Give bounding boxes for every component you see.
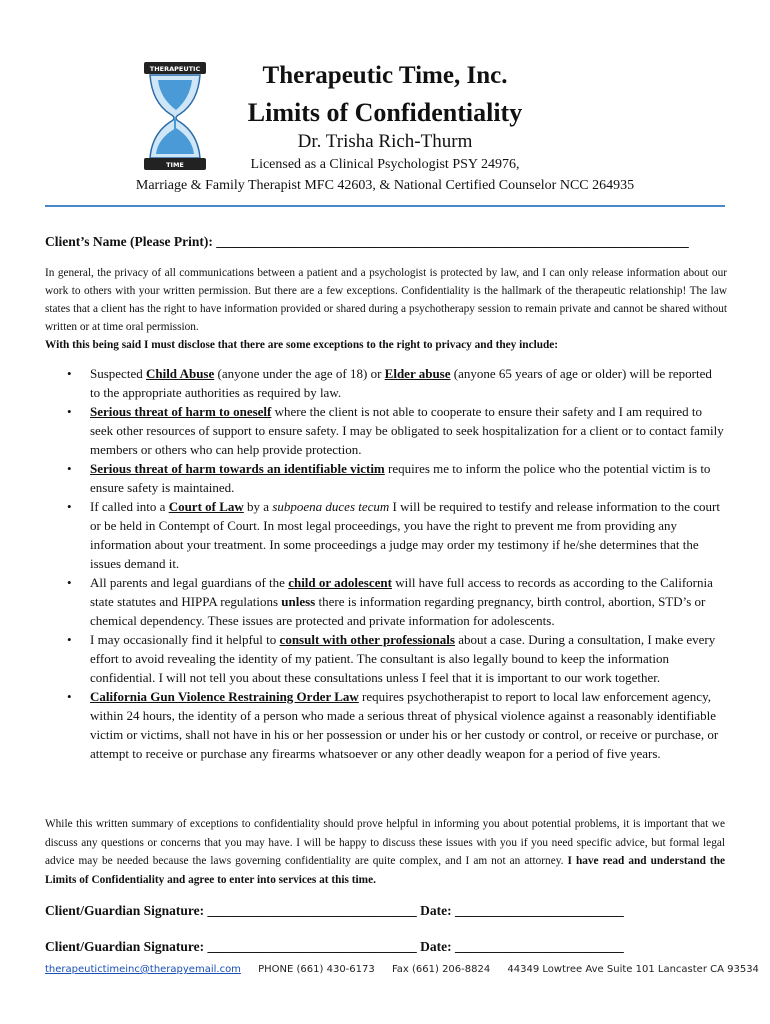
exceptions-list bbox=[45, 364, 725, 763]
closing-section bbox=[45, 815, 725, 889]
signature-label: Client/Guardian Signature: bbox=[45, 903, 205, 918]
keyword-court-of-law: Court of Law bbox=[168, 499, 244, 514]
license-line-1: Licensed as a Clinical Psychologist PSY 24976, bbox=[250, 157, 520, 172]
keyword-harm-to-oneself: Serious threat of harm to oneself bbox=[90, 404, 272, 419]
date-label: Date: bbox=[420, 939, 452, 954]
keyword-gun-violence-law: California Gun Violence Restraining Order Law bbox=[90, 689, 359, 704]
signature-blank[interactable]: _______________________________ bbox=[207, 903, 417, 918]
signature-blank[interactable]: _______________________________ bbox=[207, 939, 417, 954]
fax-number: Fax (661) 206-8824 bbox=[391, 964, 491, 975]
intro-paragraph: In general, the privacy of all communications between a patient and a psychologist is protected by law, and I can only release information about our work to others with your written permission. But there are a few exceptions. Confidentiality is the hallmark of the therapeutic relationship! The law states that a client has the right to have information provided or shared during a psychotherapy session to remain private and cannot be shared without written or at time oral permission. bbox=[45, 267, 727, 333]
client-name-blank[interactable]: ______________________________________________________________________ bbox=[216, 234, 689, 249]
subpoena-term: subpoena duces tecum bbox=[272, 499, 390, 514]
keyword-child-adolescent: child or adolescent bbox=[288, 575, 392, 590]
signature-line-2[interactable] bbox=[45, 939, 624, 955]
client-name-field[interactable] bbox=[45, 234, 689, 250]
keyword-unless: unless bbox=[281, 594, 316, 609]
signature-line-1[interactable] bbox=[45, 903, 624, 919]
office-address: 44349 Lowtree Ave Suite 101 Lancaster CA 93534 bbox=[507, 964, 759, 975]
header-divider bbox=[45, 205, 725, 207]
signature-label: Client/Guardian Signature: bbox=[45, 939, 205, 954]
date-blank[interactable]: _________________________ bbox=[455, 939, 624, 954]
list-item: • I may occasionally find it helpful to consult with other professionals about a case. During a consultation, I make every effort to avoid revealing the identity of my patient. The consultant is also legally bound to keep the information confidential. I will not tell you about these consultations unless I feel that it is important to our work together. bbox=[45, 630, 725, 687]
date-blank[interactable]: _________________________ bbox=[455, 903, 624, 918]
company-name: Therapeutic Time, Inc. bbox=[262, 62, 508, 89]
date-label: Date: bbox=[420, 903, 452, 918]
keyword-consult-professionals: consult with other professionals bbox=[279, 632, 455, 647]
logo-bottom-text: TIME bbox=[166, 161, 184, 169]
closing-acknowledgment: I have read and understand the Limits of Confidentiality and agree to enter into services at this time. bbox=[45, 855, 725, 886]
intro-bold-line: With this being said I must disclose that there are some exceptions to the right to privacy and they include: bbox=[45, 339, 559, 351]
doctor-name: Dr. Trisha Rich-Thurm bbox=[297, 131, 473, 152]
intro-section bbox=[45, 264, 727, 354]
list-item: • Serious threat of harm towards an identifiable victim requires me to inform the police who the potential victim is to ensure safety is maintained. bbox=[45, 459, 725, 497]
client-name-label: Client’s Name (Please Print): bbox=[45, 234, 213, 249]
email-link[interactable]: therapeutictimeinc@therapyemail.com bbox=[45, 964, 241, 975]
footer bbox=[45, 964, 759, 975]
document-title: Limits of Confidentiality bbox=[247, 98, 523, 127]
keyword-child-abuse: Child Abuse bbox=[145, 366, 215, 381]
list-item: • If called into a Court of Law by a subpoena duces tecum I will be required to testify and release information to the court or be held in Contempt of Court. In most legal proceedings, you have the right to prevent me from providing any information about your treatment. In some proceedings a judge may order my testimony if he/she determines that the issues demand it. bbox=[45, 497, 725, 573]
logo-top-text: THERAPEUTIC bbox=[149, 65, 201, 73]
keyword-harm-to-victim: Serious threat of harm towards an identifiable victim bbox=[90, 461, 385, 476]
closing-paragraph: While this written summary of exceptions to confidentiality should prove helpful in informing you about potential problems, it is important that we discuss any questions or concerns that you may have. I will be happy to discuss these issues with you if you need specific advice, but formal legal advice may be needed because the laws governing confidentiality are quite complex, and I am not an attorney. bbox=[45, 818, 725, 867]
list-item: • Suspected Child Abuse (anyone under the age of 18) or Elder abuse (anyone 65 years of age or older) will be reported to the appropriate authorities as required by law. bbox=[45, 364, 725, 402]
list-item: • All parents and legal guardians of the child or adolescent will have full access to records as according to the California state statutes and HIPPA regulations unless there is information regarding pregnancy, birth control, abortion, STD’s or chemical dependency. These issues are protected and private information for adolescents. bbox=[45, 573, 725, 630]
list-item: • California Gun Violence Restraining Order Law requires psychotherapist to report to local law enforcement agency, within 24 hours, the identity of a person who made a serious threat of physical violence against a reasonably identifiable victim or victims, shall not have in his or her possession or under his or her custody or control, or receive or purchase, or attempt to receive or purchase any firearms whatsoever or any other deadly weapon for a period of five years. bbox=[45, 687, 725, 763]
list-item: • Serious threat of harm to oneself where the client is not able to cooperate to ensure their safety and I am required to seek other resources of support to ensure safety. I may be obligated to seek hospitalization for a client or to contact family members or others who can help provide protection. bbox=[45, 402, 725, 459]
keyword-elder-abuse: Elder abuse bbox=[384, 366, 451, 381]
phone-number: PHONE (661) 430-6173 bbox=[258, 964, 375, 975]
license-line-2: Marriage & Family Therapist MFC 42603, & National Certified Counselor NCC 264935 bbox=[135, 178, 635, 193]
